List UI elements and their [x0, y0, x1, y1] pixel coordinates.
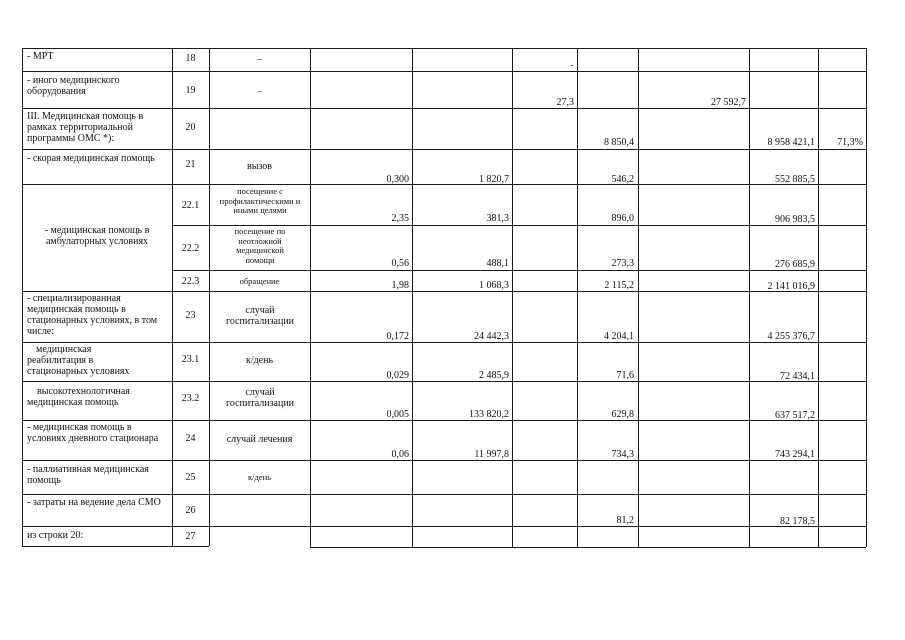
cell-value: 71,6 [616, 370, 634, 381]
row-unit: обращение [239, 276, 280, 286]
cell-value: 81,2 [616, 515, 634, 526]
row-unit: посещение с профилактическими и иными целями [219, 186, 301, 215]
row-code: 23.1 [181, 354, 200, 365]
row-label: - МРТ [27, 51, 54, 62]
row-code: 21 [185, 159, 196, 170]
cell-value: 552 885,5 [775, 174, 815, 185]
rule [310, 48, 311, 547]
cell-value: 1 068,3 [479, 280, 509, 291]
row-code: 22.2 [181, 243, 200, 254]
row-label: - иного медицинского оборудования [27, 75, 120, 97]
cell-value: 8 850,4 [604, 137, 634, 148]
row-code: 23.2 [181, 393, 200, 404]
cell-value: 71,3% [837, 137, 863, 148]
rule [412, 48, 413, 547]
rule [22, 420, 866, 421]
row-label: - медицинская помощь в амбулаторных условиях [44, 225, 150, 247]
row-unit: к/день [247, 472, 271, 482]
rule [818, 48, 819, 547]
cell-value: 24 442,3 [474, 331, 509, 342]
row-code: 27 [185, 531, 196, 542]
cell-value: 734,3 [611, 449, 634, 460]
rule [22, 71, 866, 72]
cell-value: 276 685,9 [775, 259, 815, 270]
rule [22, 48, 23, 546]
cell-value: 0,172 [386, 331, 409, 342]
row-unit: – [257, 54, 262, 65]
rule [310, 547, 866, 548]
row-unit: случай госпитализации [225, 305, 295, 327]
cell-value: 629,8 [611, 409, 634, 420]
row-label: высокотехнологичная медицинская помощь [27, 386, 130, 408]
cell-value: 546,2 [611, 174, 634, 185]
cell-value: 2 115,2 [604, 280, 634, 291]
cell-value: 82 178,5 [780, 516, 815, 527]
row-label: - скорая медицинская помощь [27, 153, 155, 164]
rule [638, 48, 639, 547]
rule [22, 48, 866, 49]
cell-value: 637 517,2 [775, 410, 815, 421]
row-label: III. Медицинская помощь в рамках территориальной программы ОМС *): [27, 111, 144, 144]
cell-value: 896,0 [611, 213, 634, 224]
rule [866, 48, 867, 547]
cell-value: - [570, 60, 574, 71]
rule [22, 381, 866, 382]
rule [512, 48, 513, 547]
cell-value: 1 820,7 [479, 174, 509, 185]
rule [577, 48, 578, 547]
cell-value: 2 141 016,9 [767, 281, 815, 292]
cell-value: 381,3 [486, 213, 509, 224]
row-code: 20 [185, 122, 196, 133]
row-unit: посещение по неотложной медицинской помощи [234, 226, 286, 265]
cell-value: 2,35 [391, 213, 409, 224]
row-unit: вызов [246, 161, 273, 172]
cell-value: 0,300 [386, 174, 409, 185]
rule [209, 48, 210, 546]
row-code: 26 [185, 505, 196, 516]
cell-value: 906 983,5 [775, 214, 815, 225]
cell-value: 743 294,1 [775, 449, 815, 460]
cell-value: 8 958 421,1 [767, 137, 815, 148]
row-label: - специализированная медицинская помощь в стационарных условиях, в том числе: [27, 293, 158, 337]
row-code: 24 [185, 433, 196, 444]
rule [22, 526, 866, 527]
row-code: 22.1 [181, 200, 200, 211]
cell-value: 0,005 [386, 409, 409, 420]
row-label: - медицинская помощь в условиях дневного стационара [27, 422, 159, 444]
row-code: 25 [185, 472, 196, 483]
row-label: - паллиативная медицинская помощь [27, 464, 149, 486]
row-code: 19 [185, 85, 196, 96]
cell-value: 2 485,9 [479, 370, 509, 381]
rule [749, 48, 750, 547]
cell-value: 273,3 [611, 258, 634, 269]
rule [22, 342, 866, 343]
row-unit: случай госпитализации [225, 387, 295, 409]
rule [22, 108, 866, 109]
row-label: из строки 20: [27, 530, 84, 541]
row-label: медицинская реабилитация в стационарных условиях [27, 344, 130, 377]
row-code: 22.3 [181, 276, 200, 287]
rule [22, 149, 866, 150]
cell-value: 0,029 [386, 370, 409, 381]
rule [22, 460, 866, 461]
cell-value: 72 434,1 [780, 371, 815, 382]
cell-value: 4 204,1 [604, 331, 634, 342]
cell-value: 27,3 [556, 97, 574, 108]
row-label: - затраты на ведение дела СМО [27, 497, 161, 508]
cell-value: 488,1 [486, 258, 509, 269]
cell-value: 1,98 [391, 280, 409, 291]
rule [22, 494, 866, 495]
cell-value: 4 255 376,7 [767, 331, 815, 342]
rule [172, 270, 866, 271]
row-unit: случай лечения [226, 434, 293, 445]
row-code: 23 [185, 310, 196, 321]
row-unit: – [257, 85, 262, 95]
cell-value: 27 592,7 [711, 97, 746, 108]
rule [22, 546, 209, 547]
cell-value: 0,56 [391, 258, 409, 269]
cell-value: 11 997,8 [474, 449, 509, 460]
rule [22, 291, 866, 292]
row-unit: к/день [245, 355, 274, 366]
cell-value: 0,06 [391, 449, 409, 460]
cell-value: 133 820,2 [469, 409, 509, 420]
row-code: 18 [185, 53, 196, 64]
